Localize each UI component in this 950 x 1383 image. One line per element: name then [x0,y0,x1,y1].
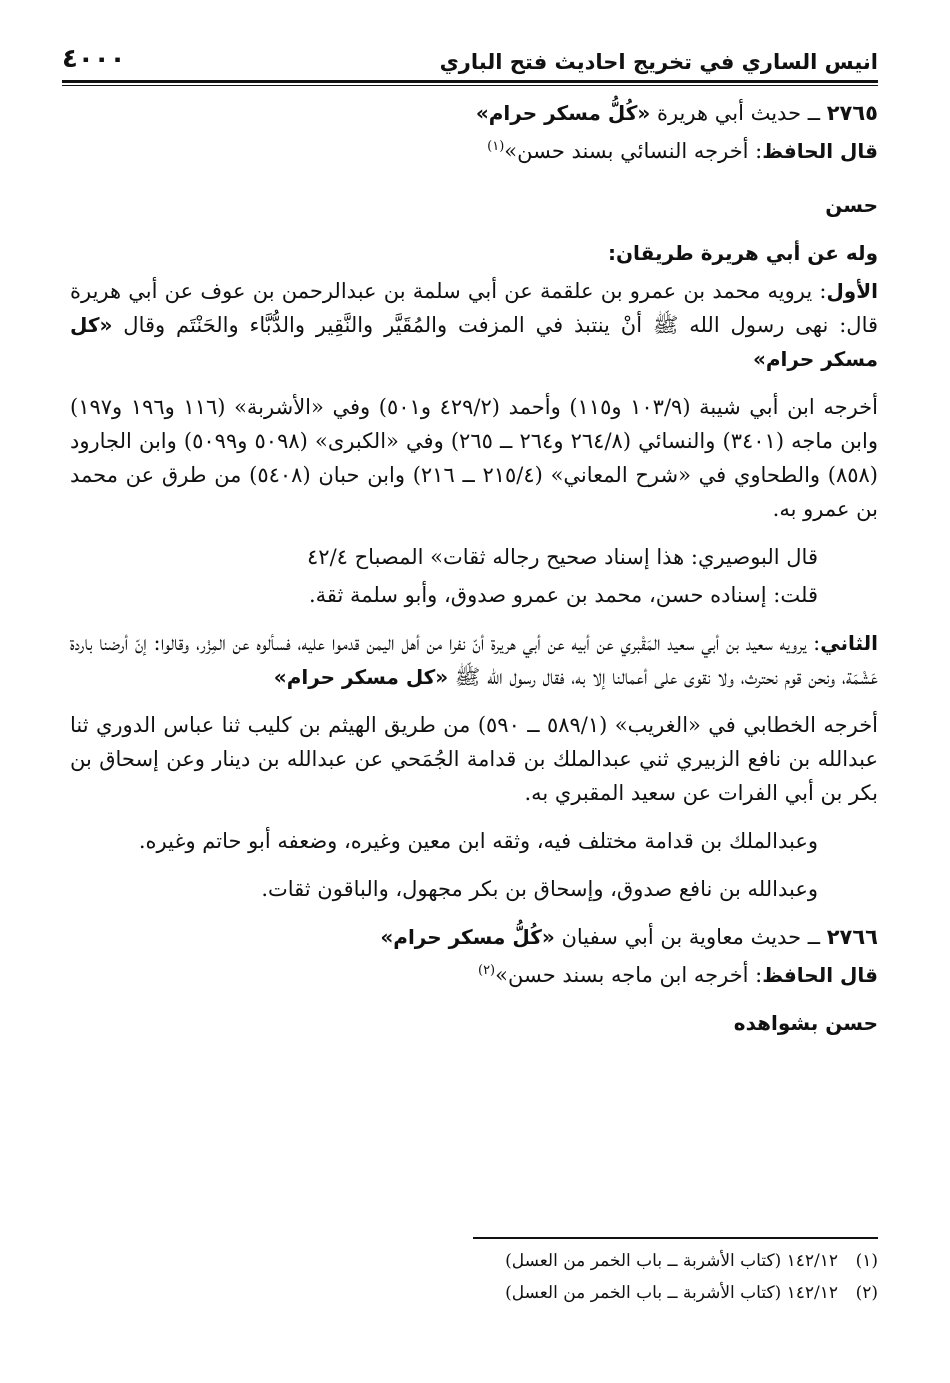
paragraph-text: وعبدالله بن نافع صدوق، وإسحاق بن بكر مجهول، والباقون ثقات. [261,877,818,901]
footnote-text: ١٤٢/١٢ (كتاب الأشربة ــ باب الخمر من العسل) [505,1251,838,1271]
footnote-text: ١٤٢/١٢ (كتاب الأشربة ــ باب الخمر من العسل) [505,1283,838,1303]
hadith-heading-text: ــ حديث أبي هريرة [650,101,827,125]
paragraph [70,708,878,810]
paragraph-bold: الثاني [820,631,878,655]
header-rule [62,80,878,83]
footnote-number: (٢) [855,1283,878,1303]
grade-text: حسن بشواهده [733,1011,878,1035]
footnote [278,1277,878,1309]
book-title: انيس الساري في تخريج احاديث فتح الباري [439,50,878,74]
hafiz-line [70,134,878,168]
hafiz-line [70,958,878,992]
grade [70,188,878,222]
footnote-ref: (٢) [477,963,496,978]
hadith-quote: «كُلُّ مسكر حرام» [380,925,555,949]
paragraph-quote: «كل مسكر حرام» [273,665,449,689]
entry-heading [70,920,878,954]
hafiz-label: قال الحافظ [762,963,878,987]
paragraph [70,872,878,906]
footnote-number: (١) [855,1251,878,1271]
grade [70,1006,878,1040]
paragraph [70,236,878,270]
hadith-quote: «كُلُّ مسكر حرام» [475,101,651,125]
paragraph-bold: الأول [826,279,878,303]
paragraph-text: : يرويه سعيد بن أبي سعيد المَقْبري عن أبيه عن أبي هريرة أنّ نفرا من أهل اليمن قدموا عليه، فسألوه عن المِزْر، وقالوا: إنّ أرضنا باردة عَشْمَة، ونحن قوم نحترث، ولا نقوى على أعمالنا إلا به، فقال رسول الله ﷺ [70,631,878,689]
hafiz-text: : أخرجه النسائي بسند حسن» [504,139,763,163]
paragraph-text: قلت: إسناده حسن، محمد بن عمرو صدوق، وأبو سلمة ثقة. [308,583,818,607]
paragraph-text: أخرجه ابن أبي شيبة (١٠٣/٩ و١١٥) وأحمد (٤٢٩/٢ و٥٠١) وفي «الأشربة» (١١٦ و١٩٦ و١٩٧) وابن ماجه (٣٤٠١) والنسائي (٢٦٤/٨ و٢٦٤ ــ ٢٦٥) وفي «الكبرى» (٥٠٩٨ و٥٠٩٩) وابن الجارود (٨٥٨) والطحاوي في «شرح المعاني» (٢١٥/٤ ــ ٢١٦) وابن حبان (٥٤٠٨) من طرق عن محمد بن عمرو به. [70,395,879,521]
paragraph [70,540,878,574]
header-rule-thin [62,85,878,86]
hadith-number: ٢٧٦٥ [826,101,878,125]
paragraph [70,578,878,612]
paragraph-text: : يرويه محمد بن عمرو بن علقمة عن أبي سلمة بن عبدالرحمن بن عوف عن أبي هريرة قال: نهى رسول الله ﷺ أنْ ينتبذ في المزفت والمُقَيَّر والنَّقِير والدُّبَّاء والحَنْتَم وقال [70,279,878,337]
paragraph [70,824,878,858]
page-header [62,38,878,74]
footnote [278,1245,878,1277]
paragraph [70,390,878,526]
grade-text: حسن [825,193,878,217]
hafiz-text: : أخرجه ابن ماجه بسند حسن» [495,963,763,987]
paragraph [70,626,878,694]
hafiz-label: قال الحافظ [762,139,878,163]
footnote-ref: (١) [487,139,505,154]
paragraph-text: أخرجه الخطابي في «الغريب» (٥٨٩/١ ــ ٥٩٠) من طريق الهيثم بن كليب ثنا عباس الدوري ثنا عبدالله بن نافع الزبيري ثني عبدالملك بن قدامة الجُمَحي عن عبدالله بن دينار وعن إسحاق بن بكر بن أبي الفرات عن سعيد المقبري به. [70,713,879,805]
paragraph-bold: وله عن أبي هريرة طريقان: [607,241,878,265]
main-text [70,96,878,1054]
paragraph [70,274,878,376]
paragraph-text: قال البوصيري: هذا إسناد صحيح رجاله ثقات» المصباح ٤٢/٤ [307,545,818,569]
page-number: ٤٠٠٠ [62,44,126,74]
entry-heading [70,96,878,130]
hadith-number: ٢٧٦٦ [826,925,878,949]
paragraph-text: وعبدالملك بن قدامة مختلف فيه، وثقه ابن معين وغيره، وضعفه أبو حاتم وغيره. [138,829,818,853]
footnotes [278,1245,878,1309]
footnote-rule [473,1237,878,1239]
hadith-heading-text: ــ حديث معاوية بن أبي سفيان [554,925,827,949]
paragraph-quote: «كل مسكر حرام» [70,313,878,371]
